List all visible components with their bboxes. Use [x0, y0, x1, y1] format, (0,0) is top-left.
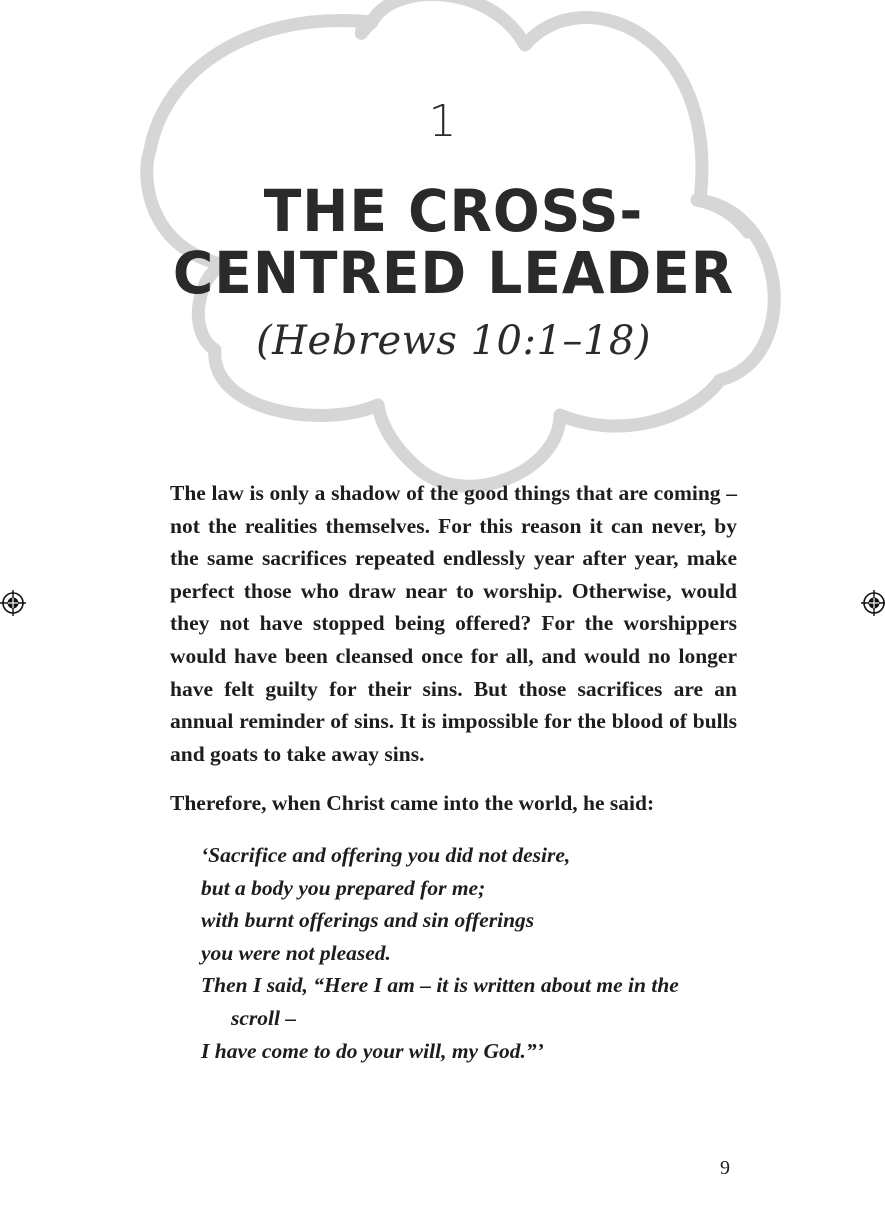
quote-line: with burnt offerings and sin offerings — [201, 908, 535, 933]
quote-line: I have come to do your will, my God.”’ — [201, 1038, 544, 1063]
scripture-reference: (Hebrews 10:1–18) — [256, 318, 651, 364]
body-paragraph-1 — [170, 477, 737, 770]
quote-line: ‘Sacrifice and offering you did not desire, — [201, 843, 571, 867]
quote-line: but a body you prepared for me; — [201, 875, 486, 900]
scripture-quote — [201, 839, 737, 1067]
chapter-number: 1 — [428, 96, 457, 147]
chapter-title-line-2: CENTRED LEADER — [172, 239, 735, 307]
quote-line: you were not pleased. — [201, 940, 391, 965]
paragraph-text: The law is only a shadow of the good things that are coming – not the realities themselves. For this reason it can never, by the same sacrifices repeated endlessly year after year, make perfect those who draw near to worship. Otherwise, would they not have stopped being offered? For the worshippers would have been cleansed once for all, and would no longer have felt guilty for their sins. But those sacrifices are an annual reminder of sins. It is impossible for the blood of bulls and goats to take away sins. — [170, 481, 737, 766]
quote-line: Then I said, “Here I am – it is written about me in the — [201, 973, 679, 998]
quote-line: scroll – — [231, 1005, 297, 1030]
registration-mark-icon — [861, 590, 885, 616]
chapter-title-line-1: THE CROSS- — [263, 177, 644, 245]
body-paragraph-2: Therefore, when Christ came into the world, he said: — [170, 791, 655, 815]
page-number: 9 — [720, 1157, 730, 1179]
registration-mark-icon — [0, 590, 26, 616]
chapter-title — [0, 177, 885, 307]
